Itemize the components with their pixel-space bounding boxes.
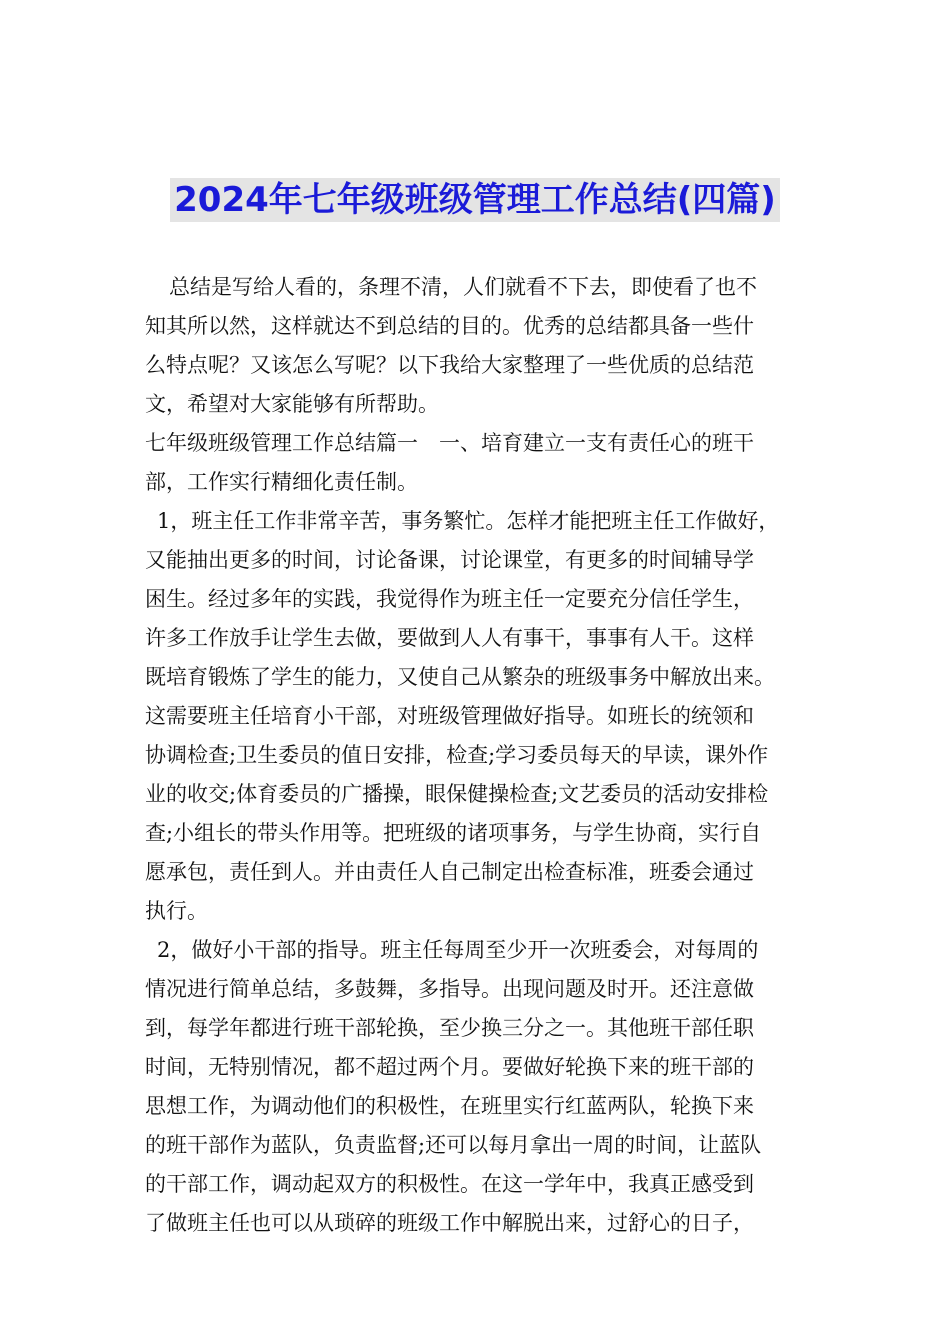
text-line: 查;小组长的带头作用等。把班级的诸项事务，与学生协商，实行自 xyxy=(145,821,762,845)
text-line: 既培育锻炼了学生的能力，又使自己从繁杂的班级事务中解放出来。 xyxy=(145,665,775,689)
text-line: 了做班主任也可以从琐碎的班级工作中解脱出来，过舒心的日子， xyxy=(145,1211,754,1235)
document-body xyxy=(145,268,813,1243)
text-line: 1，班主任工作非常辛苦，事务繁忙。怎样才能把班主任工作做好， xyxy=(157,509,780,533)
text-line: 时间，无特别情况，都不超过两个月。要做好轮换下来的班干部的 xyxy=(145,1055,754,1079)
text-line: 2，做好小干部的指导。班主任每周至少开一次班委会，对每周的 xyxy=(157,938,759,962)
text-line: 到，每学年都进行班干部轮换，至少换三分之一。其他班干部任职 xyxy=(145,1016,754,1040)
text-line: 文，希望对大家能够有所帮助。 xyxy=(145,392,439,416)
text-line: 总结是写给人看的，条理不清，人们就看不下去，即使看了也不 xyxy=(169,275,757,299)
document-title: 2024年七年级班级管理工作总结(四篇) xyxy=(170,178,780,222)
text-line: 协调检查;卫生委员的值日安排，检查;学习委员每天的早读，课外作 xyxy=(145,743,769,767)
text-line: 部，工作实行精细化责任制。 xyxy=(145,470,418,494)
text-line: 又能抽出更多的时间，讨论备课，讨论课堂，有更多的时间辅导学 xyxy=(145,548,754,572)
text-line: 业的收交;体育委员的广播操，眼保健操检查;文艺委员的活动安排检 xyxy=(145,782,769,806)
text-line: 情况进行简单总结，多鼓舞，多指导。出现问题及时开。还注意做 xyxy=(145,977,754,1001)
title-container xyxy=(0,178,950,222)
text-line: 七年级班级管理工作总结篇一 一、培育建立一支有责任心的班干 xyxy=(145,431,754,455)
text-line: 许多工作放手让学生去做，要做到人人有事干，事事有人干。这样 xyxy=(145,626,754,650)
text-line: 这需要班主任培育小干部，对班级管理做好指导。如班长的统领和 xyxy=(145,704,754,728)
text-line: 的班干部作为蓝队，负责监督;还可以每月拿出一周的时间，让蓝队 xyxy=(145,1133,762,1157)
text-line: 思想工作，为调动他们的积极性，在班里实行红蓝两队，轮换下来 xyxy=(145,1094,754,1118)
text-line: 的干部工作，调动起双方的积极性。在这一学年中，我真正感受到 xyxy=(145,1172,754,1196)
text-line: 愿承包，责任到人。并由责任人自己制定出检查标准，班委会通过 xyxy=(145,860,754,884)
text-line: 么特点呢？又该怎么写呢？以下我给大家整理了一些优质的总结范 xyxy=(145,353,754,377)
text-line: 困生。经过多年的实践，我觉得作为班主任一定要充分信任学生， xyxy=(145,587,754,611)
text-line: 执行。 xyxy=(145,899,208,923)
text-line: 知其所以然，这样就达不到总结的目的。优秀的总结都具备一些什 xyxy=(145,314,754,338)
